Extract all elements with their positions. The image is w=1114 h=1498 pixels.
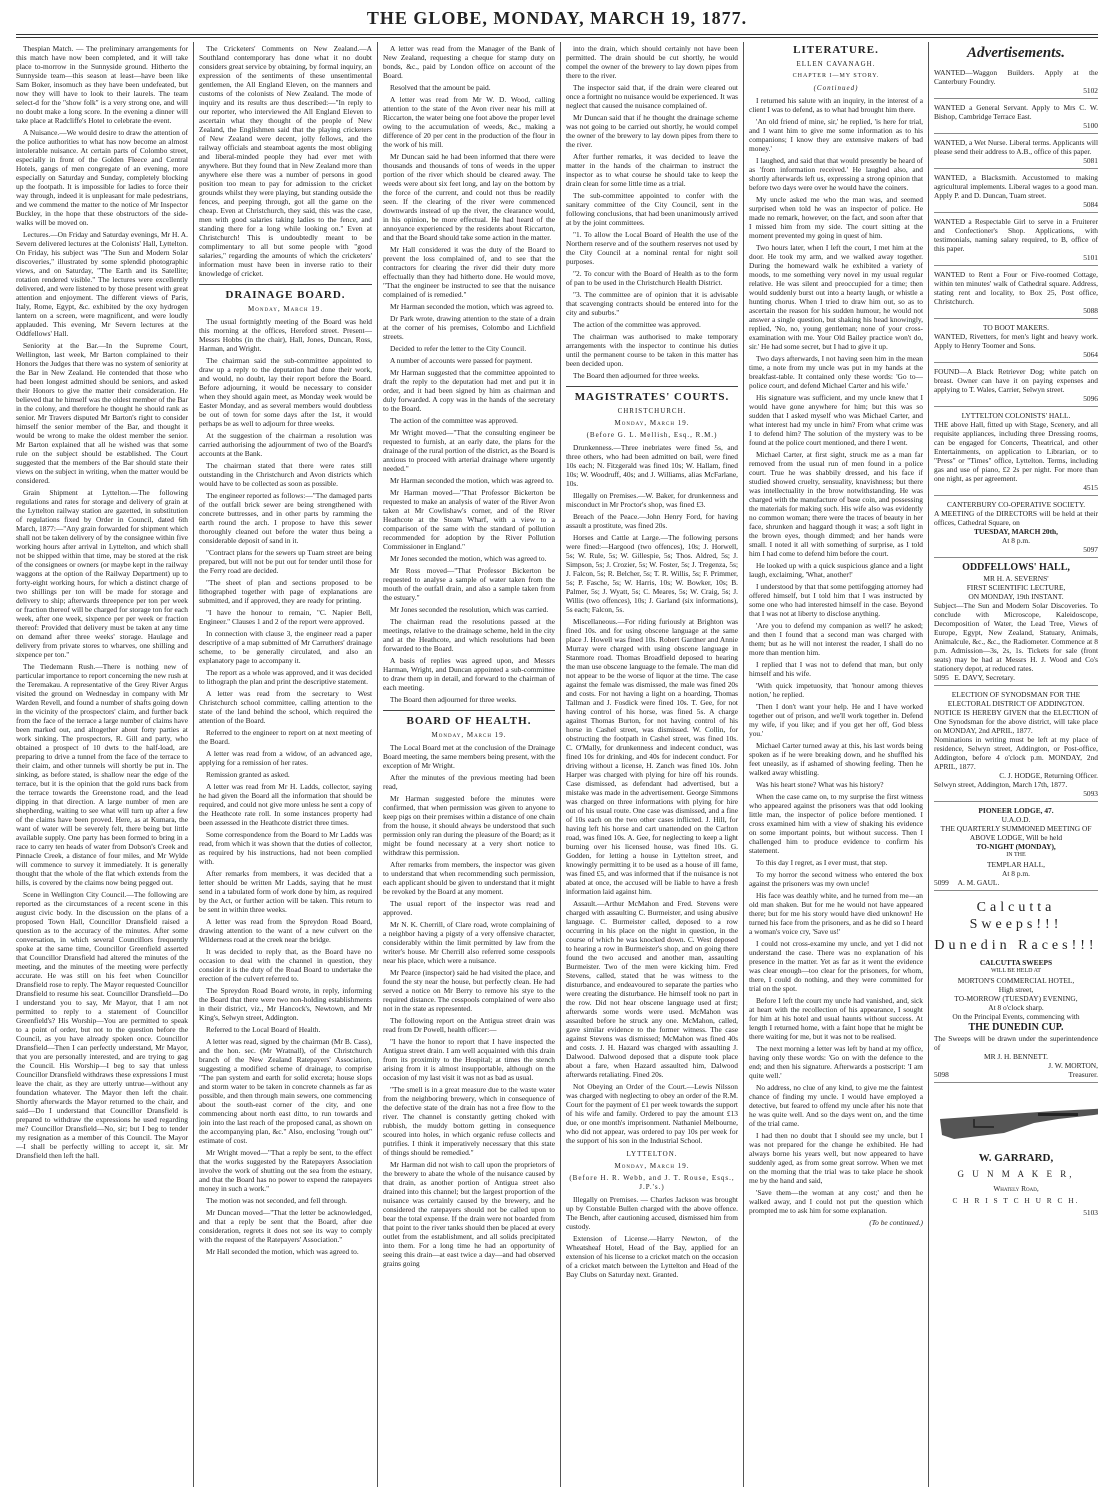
ad-text: The Sweeps will be drawn under the superintendence of bbox=[934, 1034, 1098, 1052]
paragraph: To this day I regret, as I ever must, that step. bbox=[756, 858, 888, 867]
paragraph: Referred to the engineer to report on at next meeting of the Board. bbox=[199, 728, 372, 746]
paragraph: I understood by that that some pettifogging attorney had offered himself, but I told him that I was instructed by some one who had interested himself in the case. Beyond that I was not at liberty to disclose anything. bbox=[749, 582, 923, 618]
paragraph: The Spreydon Road Board wrote, in reply, informing the Board that there were two non-holding establishments in their district, viz., Mr Hancock's, Newtown, and Mr King's, Selwyn street, Addington. bbox=[199, 986, 372, 1022]
paragraph: Some correspondence from the Board to Mr Ladds was read, from which it was shown that the duties of collector, as required by his instructions, had not been complied with. bbox=[199, 830, 372, 866]
paragraph: Mr Harman suggested before the minutes were confirmed, that when permission was given to anyone to keep pigs on their premises within a distance of one chain from the house, it should always be understood that such permission only ran during the pleasure of the Board; as it might be found necessary at a very short notice to withdraw this permission. bbox=[383, 794, 555, 857]
paragraph: I returned his salute with an inquiry, in the interest of a client I was to defend, as to what had brought him there. bbox=[749, 96, 923, 114]
paragraph: A letter was read from a widow, of an advanced age, applying for a remission of her rates. bbox=[199, 749, 372, 767]
paragraph: The chairman stated that there were rates still outstanding in the Christchurch and Avon districts which would have to be collected as soon as possible. bbox=[199, 461, 372, 488]
ad-line: THE DUNEDIN CUP. bbox=[968, 1022, 1064, 1033]
ad-line: MR H. A. SEVERNS' bbox=[983, 574, 1049, 583]
paragraph: My uncle asked me who the man was, and seemed surprised when told he was an inspector of police. He made no remark, however, on the fact, and soon after that I missed him from my side. The court sitting at the moment prevented my going in quest of him. bbox=[749, 195, 923, 240]
ad-calcutta-sweeps bbox=[934, 893, 1098, 1083]
ad-garrard-gunmaker bbox=[934, 1085, 1098, 1217]
paragraph: "The smell is in a great measure due to the waste water from the neighboring brewery, which in consequence of the defective state of the drain has not a free flow to the river. The channel is constantly getting choked with rubbish, the muddy bottom getting in consequence scoured into holes, in which organic refuse collects and putrifies. I think it imperatively necessary that this state of things should be remedied." bbox=[383, 1085, 555, 1157]
paragraph: "I have the honour to remain, "C. Napier Bell, Engineer." Clauses 1 and 2 of the report were approved. bbox=[199, 608, 372, 626]
paragraph: Resolved that the amount be paid. bbox=[390, 83, 491, 92]
paragraph: The Local Board met at the conclusion of the Drainage Board meeting, the same members being present, with the exception of Mr Wright. bbox=[383, 743, 555, 770]
court-bench: (Before G. L. Mellish, Esq., R.M.) bbox=[586, 431, 718, 439]
paragraph: Miscellaneous.—For riding furiously at Brighton was fined 10s. and for using obscene language at the same place J. Howell was fined 10s. Robert Gardner and Annie Murray were charged with using obscene language in Stanmore road. Thomas Broadfield deposed to hearing the man use obscene language to the female. The man did not appear to be the worse of liquor at the time. The case against the female was dismissed, the male was fined 20s and costs. For not having a light on a hoarding, Thomas Tallman and J. Fosdick were fined 10s. T. Gee, for not having control of his horse, was fined 5s. A charge against Thomas Burton, for not having control of his horse in Cashel street, was dismissed. W. Collin, for obstructing the footpath in Cashel street, was fined 10s. C. O'Mally, for drunkenness and indecent conduct, was fined 10s for drinking, and 40s for indecent conduct. For driving without a license, H. Zanch was fined 10s. John Harper was charged with plying for hire off his rounds. Case dismissed, as defendant had advertised, but a mistake was made in the advertisement. George Simmons was charged on three informations with plying for hire out of his usual route. One case was dismissed, and a fine of 10s each on the two other cases inflicted. J. Hill, for having left his horse and cart unattended on the Carlton road, was fined 10s. A. Gee, for neglecting to keep a light burning over his licensed house, was fined 10s. G. Godden, for letting a house in Lyttelton street, and knowingly permitting it to be used as a house of ill fame, was fined £5, and was informed that if the nuisance is not abated at once, the accused will be liable to have a fresh information laid against him. bbox=[566, 617, 738, 896]
section-heading-literature: LITERATURE. bbox=[793, 44, 879, 56]
ad-waggon-builders bbox=[934, 66, 1098, 99]
paragraph: Mr Duncan moved—"That the letter be acknowledged, and that a reply be sent that the Board, after due consideration, regrets it does not see its way to comply with the request of the Ratepayers' Association." bbox=[199, 1208, 372, 1244]
section-heading-magistrates: MAGISTRATES' COURTS. bbox=[566, 386, 738, 404]
ad-line: C H R I S T C H U R C H. bbox=[952, 1196, 1080, 1205]
ad-text: Nominations in writing must be left at my place of residence, Selwyn street, Addington, or Post-office, Addington, before 4 o'clock p.m. MONDAY, 2nd APRIL, 1877. bbox=[934, 735, 1098, 771]
ad-text: FOUND—A Black Retriever Dog; white patch on breast. Owner can have it on paying expenses and applying to T. Wales, Carrier, Selwyn street. bbox=[934, 367, 1098, 394]
ad-text: WANTED, a Blacksmith. Accustomed to making agricultural implements. Liberal wages to a good man. Apply P. and D. Duncan, Tuam street. bbox=[934, 173, 1098, 200]
ad-line: U.A.O.D. bbox=[1001, 815, 1031, 824]
column-6 bbox=[934, 44, 1098, 1484]
paragraph: His signature was sufficient, and my uncle knew that I would have gone anywhere for him; but this was so sudden that I asked myself who was Michael Carter, and what interest had my uncle in him? From what crime was I to defend him? The solution of the mystery was to be found at the police court mentioned, and there I went. bbox=[749, 393, 923, 447]
ad-line: TO-MORROW (TUESDAY) EVENING, bbox=[954, 994, 1078, 1003]
ad-footer bbox=[934, 1070, 1098, 1079]
ad-boot-makers bbox=[934, 321, 1098, 363]
masthead: THE GLOBE, MONDAY, MARCH 19, 1877. bbox=[366, 8, 748, 28]
ad-text: Subject—The Sun and Modern Solar Discoveries. To conclude with Microscope, Kaleidoscope, Decomposition of Water, the Lead Tree, Views of Europe, Egypt, New Zealand, Statuary, Animals, Animalcule, &c., &c., the Radiometer. Commence at 8 p.m. Admission—3s, 2s, 1s. Tickets for sale (front seats) may be had at Messrs H. J. Wood and Co's stationery depot, at reduced rates. bbox=[934, 601, 1098, 673]
ads-heading: Advertisements. bbox=[967, 45, 1065, 61]
ad-line: THE QUARTERLY SUMMONED MEETING OF ABOVE LODGE, Will be held bbox=[940, 824, 1092, 842]
ad-line: IN THE bbox=[1006, 852, 1026, 858]
ad-blacksmith bbox=[934, 171, 1098, 213]
paragraph: The usual report of the inspector was read and approved. bbox=[383, 899, 555, 917]
court-location: LYTTELTON. bbox=[626, 1150, 678, 1158]
section-date: Monday, March 19. bbox=[431, 731, 507, 739]
paragraph: The motion was not seconded, and fell through. bbox=[206, 1196, 348, 1205]
paragraph: 'An old friend of mine, sir,' he replied, 'is here for trial, and I want him to give me some information as to his companions; I know they are extensive makers of bad money.' bbox=[749, 117, 923, 153]
article-cricketers: The Cricketers' Comments on New Zealand.—A Southland contemporary has done what it no doubt considers great service by obtaining, by formal inquiry, an expression of the sentiments of these unsentimental gentlemen, the All England Eleven, on the manners and customs of the colonists of New Zealand. The mode of inquiry and its results are thus described:—"In reply to our reporter, who interviewed the All England Eleven to ascertain what they thought of the people of New Zealand, the Englishmen said that the playing cricketers of New Zealand were decent, jolly fellows, and the railway officials and steamboat agents the most obliging and liberal-minded people they had ever met with anywhere. But they found that in New Zealand more than anywhere else there was a number of persons in good position too mean to pay for admission to the cricket grounds whilst they were playing, but standing outside the fences, and peeping through, got all the game on the cheap. Even at Christchurch, they said, this was the case, men with good salaries taking ladies to the fence, and standing there for a long while looking on." Even at Christchurch! This is undoubtedly meant to be complimentary to all but some people with "good salaries," regarding the amounts of which the cricketers' information must have been in inverse ratio to their knowledge of cricket. bbox=[199, 44, 372, 278]
section-heading-drainage: DRAINAGE BOARD. bbox=[199, 284, 372, 302]
paragraph: Mr Hall considered it was the duty of the Board to prevent the loss complained of, and to see that the contractors for clearing the river did their duty more effectually than they had hitherto done. He would move, "That the engineer be instructed to see that the nuisance complained of is remedied." bbox=[383, 245, 555, 299]
ad-line: At 8 p.m. bbox=[1002, 869, 1030, 878]
ad-colonists-hall bbox=[934, 409, 1098, 496]
paragraph: Mr N. K. Cherrill, of Clare road, wrote complaining of a neighbor having a pigsty of a very offensive character, considerably within the limit permitted by law from the writer's house. Mr Cherrill also referred some cesspools near his place, which were a nuisance. bbox=[383, 920, 555, 965]
paragraph: Mr Duncan said he had been informed that there were thousands and thousands of tons of weeds in the upper portion of the river which should be cleared away. The weeds were about six feet long, and lay on the bottom by the force of the current, and could not thus be readily seen. If the clearing of the river were commenced downwards instead of up the river, the clearance would, in his opinion, be more effectual. He had heard of the annoyance experienced by the residents about Riccarton, and that the Board should take some action in the matter. bbox=[383, 152, 555, 242]
paragraph: Assault.—Arthur McMahon and Fred. Stevens were charged with assaulting C. Burmeister, and using abusive language. C. Burmeister called, deposed to a row occurring in his place on the night in question, in the course of which he was knocked down. C. West deposed to hearing a row in Burmeister's shop, and on going there found the two accused and another man, assaulting Burmeister. Two of the men were kicking him. Fred Stevens, called, stated that he was witness to the disturbance, and endeavoured to separate the parties who were creating the disturbance. He himself took no part in the row. Did not hear obscene language used at first; afterwards some words were used. McMahon was assaulted before he struck any one. McMahon, called, gave similar evidence to the former witness. The case against Stevens was dismissed; McMahon was fined 40s and costs. J. H. Hazard was charged with assaulting J. Dalwood. Dalwood deposed that a dispute took place about a fare, when Hazard assaulted him, Dalwood afterwards retaliating. Fined 20s. bbox=[566, 899, 738, 1079]
paragraph: The Board then adjourned for three weeks. bbox=[573, 371, 700, 380]
ad-text: Selwyn street, Addington, March 17th, 1877. bbox=[934, 780, 1068, 789]
ad-number: 5099 bbox=[934, 878, 949, 887]
ad-line: On the Principal Events, commencing with bbox=[952, 1012, 1080, 1021]
ad-number: 4515 bbox=[1083, 483, 1098, 492]
paragraph: The chairman said the sub-committee appointed to draw up a reply to the deputation had done their work, and would, no doubt, lay their report before the Board. Before adjourning, it would be necessary to consider when they should again meet, as Monday week would be Easter Monday, and as several members would doubtless be out of town for some days after the 1st, it would perhaps be as well to adjourn for three weeks. bbox=[199, 356, 372, 428]
paragraph: Mr Harman did not wish to call upon the proprietors of the brewery to abate the whole of the nuisance caused by that drain, as another portion of Antigua street also drained into this channel; but the largest proportion of the nuisance was certainly caused by the brewery, and he considered the ratepayers should not be called upon to bear the total expense. If the drain were not boarded from that point to the river tanks should then be placed at every outlet from the establishment, and all solids precipitated into them. For a long time he had an opportunity of seeing this drain—at east twice a day—and had observed grains going bbox=[383, 1160, 555, 1268]
ad-line: Whately Road, bbox=[993, 1184, 1039, 1193]
paragraph: Dr Park wrote, drawing attention to the state of a drain at the corner of his premises, Colombo and Lichfield streets. bbox=[383, 314, 555, 341]
paragraph: The usual fortnightly meeting of the Board was held this morning at the offices, Hereford street. Present—Messrs Hobbs (in the chair), Hall, Jones, Duncan, Ross, Harman, and Wright. bbox=[199, 317, 372, 353]
ad-footer bbox=[934, 878, 1098, 887]
paragraph: Michael Carter turned away at this, his last words being spoken as if he were breaking down, and he shuffled his feet uneasily, as if ashamed of showing feeling. Then he walked away whistling. bbox=[749, 741, 923, 777]
ad-number: 5095 bbox=[934, 673, 949, 682]
ad-oddfellows-lecture bbox=[934, 560, 1098, 686]
ad-number: 5098 bbox=[934, 1070, 949, 1079]
to-be-continued: (To be continued.) bbox=[869, 1218, 923, 1227]
article-grain-shipment: Grain Shipment at Lyttelton.—The following regulations and rates for storage and delivery of grain at the Lyttelton railway station are gazetted, in substitution of regulations fixed by Order in Council, dated 6th March, 1877:—"Any grain forwarded for shipment which shall not be taken delivery of by the consignee within five working hours after arrival in Lyttelton, and which shall not be shipped within that time, may be stored at the risk of the consignees or owners (or maybe kept in the railway waggons at the option of the Railway Department) up to forty-eight working hours, for which a distinct charge of two shillings per ton will be made for storage and delivery to ship; afterwards threepence per ton per week or fraction thereof will be charged for storage ton for each week, after one week, sixpence per per week or fraction thereof: Provided that delivery must be taken at any time on demand after three weeks' storage. Haulage and delivery from private stores to wharves, one shilling and sixpence per ton." bbox=[16, 488, 188, 659]
paragraph: Two days afterwards, I not having seen him in the mean time, a note from my uncle was put in my hands at the breakfast-table. It contained only these words: 'Go to—police court, and defend Michael Carter and his wife.' bbox=[749, 354, 923, 390]
ad-line: At 8 o'clock sharp. bbox=[988, 1003, 1044, 1012]
paragraph: "Contract plans for the sewers up Tuam street are being prepared, but will not be put out for tender until those for the Ferry road are decided. bbox=[199, 548, 372, 575]
ad-wet-nurse bbox=[934, 136, 1098, 169]
column-divider bbox=[743, 42, 744, 1487]
column-divider bbox=[193, 42, 194, 1487]
ad-text: WANTED, a Wet Nurse. Liberal terms. Applicants will please send their address to A.B., office of this paper. bbox=[934, 138, 1098, 156]
paragraph: A letter was read from the Manager of the Bank of New Zealand, requesting a cheque for stamp duty on bonds, &c., paid by London office on account of the Board. bbox=[383, 44, 555, 80]
paragraph: A letter was read from Mr W. D. Wood, calling attention to the state of the Avon river near his mill at Riccarton, the water being one foot above the proper level owing to the accumulation of weeds, &c., making a difference of 20 per cent in the production of the flour in the work of his mill. bbox=[383, 95, 555, 149]
ad-text: NOTICE IS HEREBY GIVEN that the ELECTION of One Synodsman for the above district, will take place on MONDAY, 2nd APRIL, 1877. bbox=[934, 708, 1098, 735]
paragraph: The chairman was authorised to make temporary arrangements with the inspector to continue his duties until the permanent course to be taken in this matter has been decided upon. bbox=[566, 332, 738, 368]
paragraph: A letter was read, signed by the chairman (Mr B. Cass), and the hon. sec. (Mr Wratnall), of the Christchurch branch of the New Zealand Ratepayers' Association, suggesting a modified scheme of drainage, to comprise "The pan system and earth for solid excreta; house slops and storm water to be taken in concrete channels as far as possible, and then through main sewers, one commencing about the south-east corner of the city, and one commencing about north east ditto, to run towards and join into the last reach of the proposed canal, as shown on the accompanying plan, &c." Also, enclosing "rough out" estimate of cost. bbox=[199, 1037, 372, 1145]
ad-line: High street, bbox=[998, 985, 1034, 994]
paragraph: A number of accounts were passed for payment. bbox=[390, 356, 533, 365]
column-divider bbox=[560, 42, 561, 1487]
section-heading-health: BOARD OF HEALTH. bbox=[383, 710, 555, 728]
ad-signature: E. DAVY, Secretary. bbox=[954, 673, 1015, 682]
paragraph: Drunkenness.—Three inebriates were fined 5s, and three others, who had been admitted on bail, were fined 10s each; N. Fitzgerald was fined 10s; W. Hallam, fined 10s; W. Woodruff, 40s; and J. Williams, alias McFarlane, 10s. bbox=[566, 443, 738, 488]
paragraph: I replied that I was not to defend that man, but only himself and his wife. bbox=[749, 660, 923, 678]
paragraph: The following report on the Antigua street drain was read from Dr Powell, health officer:— bbox=[383, 1016, 555, 1034]
paragraph: No address, no clue of any kind, to give me the faintest chance of finding my uncle. I would have employed a detective, but feared to offend my uncle after his note that he was quite well. And so the days went on, and the time of the trial came. bbox=[749, 1083, 923, 1128]
paragraph: Mr Duncan said that if he thought the drainage scheme was not going to be carried out shortly, he would compel the owner of the brewery to lay down pipes from there to the river. bbox=[566, 113, 738, 149]
ad-heading: W. GARRARD, bbox=[978, 1152, 1054, 1164]
ad-line: MORTON'S COMMERCIAL HOTEL, bbox=[957, 976, 1075, 985]
ad-number: 5097 bbox=[1083, 545, 1098, 554]
ad-text: WANTED to Rent a Four or Five-roomed Cottage, within ten minutes' walk of Cathedral square. Address, stating rent and locality, to Box 25, Post office, Christchurch. bbox=[934, 270, 1098, 306]
paragraph: Mr Pearce (inspector) said he had visited the place, and found the sty near the house, but perfectly clean. He had served a notice on Mr Berry to remove his stye to the required distance. The cesspools complained of were also not in the state as represented. bbox=[383, 968, 555, 1013]
paragraph: The sub-committee appointed to confer with the sanitary committee of the City Council, sent in the following conclusions, that had been unanimously arrived at by the joint committees. bbox=[566, 191, 738, 227]
story-chapter: CHAPTER I—MY STORY. bbox=[792, 73, 880, 79]
ad-text: A MEETING of the DIRECTORS will be held at their offices, Cathedral Square, on bbox=[934, 509, 1098, 527]
paragraph: Mr Wright moved—"That the consulting engineer be requested to furnish, at an early date, the plans for the drainage of the rural portion of the district, as the Board is anxious to proceed with arterial drainage where urgently needed." bbox=[383, 428, 555, 473]
paragraph: "2. To concur with the Board of Health as to the form of pan to be used in the Christchurch Health District. bbox=[566, 269, 738, 287]
paragraph: At the suggestion of the chairman a resolution was carried authorising the adjournment of two of the Board's accounts at the Bank. bbox=[199, 431, 372, 458]
column-2 bbox=[199, 44, 372, 1484]
paragraph: 'With quick impetuosity, that 'honour among thieves notion,' he replied. bbox=[749, 681, 923, 699]
paragraph: Mr Ross moved—"That Professor Bickerton be requested to analyse a sample of water taken from the mouth of the outfall drain, and also a sample taken from the estuary." bbox=[383, 566, 555, 602]
paragraph: "I have the honor to report that I have inspected the Antigua street drain. I am well acquainted with this drain from its proximity to the Hospital; at times the stench arising from it is almost insupportable, although on the occasion of my last visit it was not as bad as usual. bbox=[383, 1037, 555, 1082]
paragraph: The next morning a letter was left by hand at my office, having only these words: 'Go on with the defence to the end; and then his signature. Afterwards a postscript: 'I am quite well.' bbox=[749, 1044, 923, 1080]
paragraph: After the minutes of the previous meeting had been read, bbox=[383, 773, 555, 791]
paragraph: After remarks from members, the inspector was given to understand that when recommending such permission, each applicant should be given to understand that it might be revoked by the Board at any moment. bbox=[383, 860, 555, 896]
paragraph: The action of the committee was approved. bbox=[390, 416, 518, 425]
ad-heading: CANTERBURY CO-OPERATIVE SOCIETY. bbox=[946, 500, 1086, 509]
ad-heading: LYTTELTON COLONISTS' HALL. bbox=[961, 411, 1071, 420]
paragraph: To my horror the second witness who entered the box against the prisoners was my own uncle! bbox=[749, 870, 923, 888]
paragraph: Michael Carter, at first sight, struck me as a man far removed from the usual run of men found in a police court. True he was shabbily dressed, and his face if studied showed cruelty, sensuality, knavishness; but there was intellectuality in the brow notwithstanding. He was charged with the manufacture of base coin, and possessing the materials for making such. His wife also was evidently no common woman; there were the traces of beauty in her face, shrunken and haggard though it was; a soft light in the brown eyes, though dimmed; and her hands were small. I noted it all with something of surprise, as I told him I had come to defend him before the court. bbox=[749, 450, 923, 558]
paragraph: Was his heart stone? What was his history? bbox=[756, 780, 884, 789]
ad-line: ON MONDAY, 19th INSTANT. bbox=[968, 592, 1064, 601]
ad-heading: PIONEER LODGE, 47. bbox=[978, 806, 1054, 815]
court-bench: (Before H. R. Webb, and J. T. Rouse, Esqs., J.P.'s.) bbox=[569, 1174, 735, 1191]
ad-date: TUESDAY, MARCH 20th, bbox=[973, 527, 1059, 536]
paragraph: Mr Harman seconded the motion, which was agreed to. bbox=[390, 302, 554, 311]
ad-number: 5081 bbox=[1083, 156, 1098, 165]
ad-number: 5100 bbox=[1083, 121, 1098, 130]
paragraph: Remission granted as asked. bbox=[206, 770, 290, 779]
paragraph: After further remarks, it was decided to leave the matter in the hands of the chairman to instruct the inspector as to what course he should take to keep the drain clean for some little time as a trial. bbox=[566, 152, 738, 188]
paragraph: Decided to refer the letter to the City Council. bbox=[390, 344, 527, 353]
ad-text: THE above Hall, fitted up with Stage, Scenery, and all requisite appliances, including three Dressing rooms, can be engaged for Concerts, Theatrical, and other Entertainments, on application to Librarian, or to "Press" or "Times" office, Lyttelton. Terms, including gas and use of piano, £2 2s per night. For more than one night, as per agreement. bbox=[934, 420, 1098, 483]
ad-signature: C. J. HODGE, Returning Officer. bbox=[999, 771, 1098, 780]
paragraph: After remarks from members, it was decided that a letter should be written Mr Ladds, saying that he must send in a tabulated form of work done by him, as required by the Act, or further action will be taken. This return to be sent in within three weeks. bbox=[199, 869, 372, 914]
ad-line: G U N M A K E R, bbox=[957, 1169, 1075, 1179]
ad-heading: ODDFELLOWS' HALL, bbox=[962, 562, 1070, 573]
paragraph: The chairman read the resolutions passed at the meetings, relative to the drainage scheme, held in the city and at the Heathcote, and which resolutions had been forwarded to the Board. bbox=[383, 617, 555, 653]
paragraph: Illegally on Premises. — Charles Jackson was brought up by Constable Bullen charged with the above offence. The Bench, after cautioning accused, dismissed him from custody. bbox=[566, 1195, 738, 1231]
article-lectures: Lectures.—On Friday and Saturday evenings, Mr H. A. Severn delivered lectures at the Colonists' Hall, Lyttelton. On Friday, his subject was "The Sun and Modern Solar discoveries," illustrated by some splendid photographic views, and on Saturday, "The Earth and its Satellite; rotation rendered visible." The lectures were excellently delivered, and were listened to by those present with great attention and enjoyment. The different views of Paris, Italy, Rome, Egypt, &c. exhibited by the oxy hydrogen lantern on a screen, were magnificent, and were loudly applauded. This evening, Mr Severn lectures at the Oddfellows' Hall. bbox=[16, 230, 188, 338]
paragraph: A basis of replies was agreed upon, and Messrs Harman, Wright, and Duncan appointed a sub-committee to draw them up in detail, and forward to the chairman of each meeting. bbox=[383, 656, 555, 692]
ad-text: WANTED—Waggon Builders. Apply at the Canterbury Foundry. bbox=[934, 68, 1098, 86]
article-tiedemann-rush: The Tiedemann Rush.—There is nothing new of particular importance to report concerning the new rush at the Teremakau. A representative of the Grey River Argus visited the ground on Wednesday in company with Mr Warden Revell, and found a number of shafts going down in the vicinity of the prospectors' claim, and further back from the face of the terrace a large number of claims have been marked out, and altogether about forty parties at work sinking. The prospectors, R. Gill and party, who obtained a prospect of 10 dwts to the half-load, are preparing to drive a tunnel from the face of the terrace to their claim, and other tunnels will shortly be put in. The sinking, as before stated, is shallow near the edge of the terrace, but it is the opinion that the gold runs back from the terrace towards the Greenstone road, and the lead dipping in that direction. A large number of men are shepherding, waiting to see what will turn up after a few of the claims have been proved. Here, as at Kumara, the want of water will be severely felt, there being but little available supply. One party has been formed to bring in a race to carry ten heads of water from Dobson's Creek and Pinnacle Creek, a distance of four miles, and Mr Wylde will commence to survey it immediately. It is generally thought that the whole of the flat which extends from the hills, is covered by the claims now being pegged out. bbox=[16, 662, 188, 887]
ad-number: 5101 bbox=[1083, 253, 1098, 262]
story-continued: (Continued) bbox=[813, 84, 859, 92]
article-thespian-match: Thespian Match. — The preliminary arrangements for this match have now been completed, and it will take place to-morrow in the Sunnyside ground. Hitherto the Sunnyside team—this season at least—have been like Sam Boker, insomuch as they have been undefeated, but now they will have to look to their laurels. The team select-d for the "show folk" is a very strong one, and will no doubt make a long score. In the evening a dinner will take place at Radcliffe's Hotel to celebrate the event. bbox=[16, 44, 188, 125]
paragraph: Mr Jones seconded the motion, which was agreed to. bbox=[390, 554, 547, 563]
article-nuisance: A Nuisance.—We would desire to draw the attention of the police authorities to what has now become an almost intolerable nuisance. At certain parts of Colombo street, especially in front of the Golden Fleece and Central Hotels, gangs of men congregate of an evening, more especially on Saturday and Sunday, completely blocking up the footpath. It is impossible for ladies to force their way through, indeed it is unpleasant for male pedestrians, and we commend the matter to the notice of Mr Inspector Buckley, in the hope that these obstructors of the side-walks will be moved on. bbox=[16, 128, 188, 227]
paragraph: A letter was read from the Spreydon Road Board, drawing attention to the want of a new culvert on the Wilderness road at the creek near the bridge. bbox=[199, 917, 372, 944]
ad-text: WANTED a Respectable Girl to serve in a Fruiterer and Confectioner's Shop. Applications, with testimonials, naming salary required, to B, office of this paper. bbox=[934, 217, 1098, 253]
paragraph: It was decided to reply that, as the Board have no occasion to deal with the channel in question, they consider it is the duty of the Road Board to undertake the erection of the culvert referred to. bbox=[199, 947, 372, 983]
paragraph: Not Obeying an Order of the Court.—Lewis Nilsson was charged with neglecting to obey an order of the R.M. Court for the payment of £1 per week towards the support of his wife and family. Ordered to pay the amount £13 due, or one month's imprisonment. Nathaniel Melbourne, who did not appear, was ordered to pay 10s per week for the support of his son in the Industrial School. bbox=[566, 1082, 738, 1145]
paragraph: "3. The committee are of opinion that it is advisable that scavenging contracts should be entered into for the city and suburbs." bbox=[566, 290, 738, 317]
ad-footer bbox=[934, 673, 1098, 682]
paragraph: Referred to the Local Board of Health. bbox=[206, 1025, 321, 1034]
paragraph: Mr Wright moved—"That a reply be sent, to the effect that the works suggested by the Ratepayers Association involve the work of shutting out the sea from the estuary, and that the Board has no power to expend the ratepayers money in such a work." bbox=[199, 1148, 372, 1193]
paragraph: Mr Harman suggested that the committee appointed to draft the reply to the deputation had met and put it in order, and it had been signed by him as chairman and duly forwarded. A copy was in the hands of the secretary to the Board. bbox=[383, 368, 555, 413]
ad-number: 5088 bbox=[1083, 306, 1098, 315]
column-divider bbox=[928, 42, 929, 1487]
paragraph: The action of the committee was approved. bbox=[573, 320, 701, 329]
paragraph: Horses and Cattle at Large.—The following persons were fined:—Hargood (two offences), 10s; J. Horwell, 5s; W. Rule, 5s; W. Gillespie, 5s; Thos. Aldred, 5s; J. Simpson, 5s; J. Crozier, 5s; W. Foster, 5s; J. Tregenza, 5s; J. Falcon, 5s; R. Belcher, 5s; T. R. Willis, 5s; F. Primmer, 5s; P. Fasche, 5s; W. Harris, 10s; W. Bowker, 10s; B. Palmer, 5s; J. Wyatt, 5s; C. Meares, 5s; W. Craig, 5s; J. Willis (two offences), 10s; J. Garland (six informations), 5s each; Falcon, 5s. bbox=[566, 533, 738, 614]
ad-number: 5103 bbox=[1083, 1208, 1098, 1217]
story-title: ELLEN CAVANAGH. bbox=[796, 60, 876, 68]
ad-banner: Calcutta Sweeps!!! bbox=[969, 900, 1063, 932]
paragraph: Mr Hall seconded the motion, which was agreed to. bbox=[206, 1247, 359, 1256]
top-rule-2 bbox=[16, 37, 1098, 38]
paragraph: A letter was read from the secretary to West Christchurch school committee, calling attention to the state of the land behind the school, which required the attention of the Board. bbox=[199, 689, 372, 725]
ad-pioneer-lodge bbox=[934, 804, 1098, 891]
ad-number: 5064 bbox=[1083, 350, 1098, 359]
ad-respectable-girl bbox=[934, 215, 1098, 266]
paragraph: Extension of License.—Harry Newton, of the Wheatsheaf Hotel, Head of the Bay, applied for an extension of his license to a cricket match on the occasion of a cricket match between the Lyttelton and Head of the Bay Clubs on Saturday next. Granted. bbox=[566, 1234, 738, 1279]
paragraph: Illegally on Premises.—W. Baker, for drunkenness and misconduct in Mr Proctor's shop, was fined £3. bbox=[566, 491, 738, 509]
ad-text: WANTED, Rivetters, for men's light and heavy work. Apply to Henry Toomer and Sons. bbox=[934, 332, 1098, 350]
paragraph: I could not cross-examine my uncle, and yet I did not understand the case. There was no explanation of his presence in the matter. Yet as far as it went the evidence was clear enough—too clear for the prisoners, for whom, there, I could do nothing, and they were committed for trial on the spot. bbox=[749, 939, 923, 993]
paragraph: The inspector said that, if the drain were cleared out once a fortnight no nuisance would be experienced. It was neglect that caused the nuisance complained of. bbox=[566, 83, 738, 110]
ad-signature: Treasurer. bbox=[1068, 1070, 1098, 1079]
paragraph: I laughed, and said that that would presently be heard of as 'from information received.' He laughed also, and shortly afterwards left us, expressing a strong opinion that before two days were over he would have the coiners. bbox=[749, 156, 923, 192]
column-divider bbox=[377, 42, 378, 1487]
paragraph: into the drain, which should certainly not have been permitted. The drain should be cut shortly, he would compel the owner of the brewery to lay down pipes from there to the river. bbox=[566, 44, 738, 80]
column-3 bbox=[383, 44, 555, 1484]
paragraph: Two hours later, when I left the court, I met him at the door. He took my arm, and we walked away together. During the homeward walk he exhibited a variety of moods, to me something very novel in my usual regular relative. He was silent and preoccupied for a time; then would suddenly burst out into a hearty laugh, or whistle a hunting chorus. When I tried to draw him out, so as to ascertain the reason for his sudden humour, he would not answer a single question, but shaking his head knowingly, replied, 'No, no, young gentleman; none of your cross-examination with me. Your Old Bailey practice won't do, sir.' He had some secret, but I had to give it up. bbox=[749, 243, 923, 351]
ad-signature: J. W. MORTON, bbox=[1048, 1061, 1098, 1070]
article-wellington-council: Scene in Wellington City Council.—The following are reported as the circumstances of a recent scene in this august civic body. In the discussion on the plans of a proposed Town Hall, Councillor Dransfield raised a question as to the accuracy of the minutes. After some conversation, in which several Councillors frequently spoke at the same time, Councillor Greenfield asserted that Councillor Dransfield had altered the minutes of the meeting, and the minutes of the meeting were perfectly accurate. He was still on his feet when Councillor Dransfield rose to reply. The Mayor requested Councillor Dransfield to resume his seat. Councillor Dransfield—Do I understand you to say, Mr Mayor, that I am not permitted to reply to a statement of Councillor Greenfield's? His Worship—You are permitted to speak to a point of order, but not to the question before the Council, as you have already spoken once. Councillor Dransfield—Then I can perfectly understand, Mr Mayor, that you are personally interested, and are trying to gag the Council. His Worship—I beg to say that unless Councillor Dransfield withdraws these expressions I must leave the chair, as they are utterly untrue—without any foundation whatever. The Mayor then left the chair. Shortly afterwards the Mayor returned to the chair, and said—Do I understand that Councillor Dransfield is prepared to withdraw the expressions he used regarding me? Councillor Dransfield—No, sir; but I beg to tender my resignation as a member of this Council. The Mayor—I shall be perfectly willing to accept it, sir. Mr Dransfield then left the hall. bbox=[16, 890, 188, 1160]
section-date: Monday, March 19. bbox=[248, 305, 323, 313]
ad-banner: Dunedin Races!!! bbox=[934, 938, 1098, 953]
paragraph: Before I left the court my uncle had vanished, and, sick at heart with the recollection of his appearance, I sought for him at his hotel and usual haunts without success. At length I returned home, with a faint hope that he might be there waiting for me, but it was not to be realised. bbox=[749, 996, 923, 1041]
paragraph: 'Are you to defend my companion as well?' he asked; and then I found that a second man was charged with them; but as he will not interest the reader, I shall do no more than mention him. bbox=[749, 621, 923, 657]
ad-line: MR J. H. BENNETT. bbox=[984, 1052, 1048, 1061]
ad-line: CALCUTTA SWEEPS bbox=[979, 958, 1053, 967]
paragraph: The report as a whole was approved, and it was decided to lithograph the plan and print the descriptive statement. bbox=[199, 668, 372, 686]
ad-co-operative bbox=[934, 498, 1098, 558]
column-1 bbox=[16, 44, 188, 1484]
paragraph: The Board then adjourned for three weeks. bbox=[390, 695, 517, 704]
ad-number: 5102 bbox=[1083, 86, 1098, 95]
ad-heading: ELECTION OF SYNODSMAN FOR THE ELECTORAL DISTRICT OF ADDINGTON. bbox=[947, 690, 1085, 708]
paragraph: "The sheet of plan and sections proposed to be lithographed together with page of explanations are submitted, and if approved, they are ready for printing. bbox=[199, 578, 372, 605]
ad-number: 5093 bbox=[1083, 789, 1098, 798]
ad-heading: TO BOOT MAKERS. bbox=[982, 323, 1050, 332]
ad-synodsman-election bbox=[934, 688, 1098, 802]
ad-time: At 8 p.m. bbox=[1002, 536, 1030, 545]
paragraph: 'Save them—the woman at any cost;' and then he walked away, and I could not put the question which prompted me to ask him for some explanation. bbox=[749, 1188, 923, 1215]
ad-signature: A. M. GAUL. bbox=[957, 878, 1000, 887]
paragraph: Mr Harman moved—"That Professor Bickerton be requested to make an analysis of water of the River Avon taken at Mr Cowlishaw's corner, and of the River Heathcote at the Steam Wharf, with a view to a comparison of the same with the standard of pollution recommended for adoption by the River Pollution Commissioner in England." bbox=[383, 488, 555, 551]
paragraph: Mr Jones seconded the resolution, which was carried. bbox=[390, 605, 549, 614]
ad-line: TO-NIGHT (MONDAY), bbox=[976, 842, 1056, 851]
ad-line: WILL BE HELD AT bbox=[991, 968, 1041, 974]
section-date: Monday, March 19. bbox=[614, 419, 690, 427]
top-rule bbox=[16, 34, 1098, 35]
rifle-illustration-icon bbox=[934, 1089, 1098, 1145]
ad-line: TEMPLAR HALL, bbox=[987, 860, 1045, 869]
paragraph: A letter was read from Mr H. Ladds, collector, saying he had given the Board all the information that should be required, and could not give more unless he sent a copy of the Heathcote rate roll. In some instances property had been assessed in the Heathcote district three times. bbox=[199, 782, 372, 827]
ad-found-dog bbox=[934, 365, 1098, 407]
column-5 bbox=[749, 44, 923, 1484]
ad-general-servant bbox=[934, 101, 1098, 134]
paragraph: His face was deathly white, and he turned from me—an old man shaken. But for me he would not have appeared there; but for me his story would have died unknown! He turned his face from the prisoners, and as he did so I heard a woman's voice cry, 'Save us!' bbox=[749, 891, 923, 936]
ad-text: WANTED a General Servant. Apply to Mrs C. W. Bishop, Cambridge Terrace East. bbox=[934, 103, 1098, 121]
paragraph: 'Then I don't want your help. He and I have worked together out of prison, and we'll work together in. Defend my wife, if you like; and if you get her off, God bless you.' bbox=[749, 702, 923, 738]
ad-line: FIRST SCIENTIFIC LECTURE, bbox=[966, 583, 1066, 592]
section-date: Monday, March 19. bbox=[614, 1162, 690, 1170]
paragraph: When the case came on, to my surprise the first witness who appeared against the prisoners was that odd looking little man, the inspector of police before mentioned. I cross examined him with a view of shaking his evidence on some important points, but without success. Then I challenged him to produce evidence to confirm his statement. bbox=[749, 792, 923, 855]
paragraph: Mr Harman seconded the motion, which was agreed to. bbox=[390, 476, 554, 485]
paragraph: In connection with clause 3, the engineer read a paper descriptive of a map submitted of Mr Carruthers' drainage scheme, to be generally circulated, and also an explanatory page to accompany it. bbox=[199, 629, 372, 665]
paragraph: I had then no doubt that I should see my uncle, but I was not prepared for the change he exhibited. He had always borne his years well, but now appeared to have suddenly aged, as from some great sorrow. When we met on the morning that the trial was to take place he shook me by the hand and said, bbox=[749, 1131, 923, 1185]
article-seniority: Seniority at the Bar.—In the Supreme Court, Wellington, last week, Mr Barton complained to their Honors the Judges that there was no system of seniority at the Bar in New Zealand. He contended that those who had been longest admitted should be seniors, and asked their Honors to give the matter their consideration. He believed that he himself was the oldest member of the Bar in the colony, and therefore he thought he should rank as senior. Mr Travers disputed Mr Barton's right to consider himself the senior member of the Bar, and thought it would be wrong to make the oldest member the senior. Mr Barton explained that all he wished was that some rule on the subject should be established. The Court suggested that the members of the Bar should state their views on the subject in writing, when the matter would be considered. bbox=[16, 341, 188, 485]
paragraph: The engineer reported as follows:—"The damaged parts of the outfall brick sewer are being strengthened with concrete buttresses, and in other parts by ramming the earth round the arch. I propose to have this sewer thoroughly cleaned out before the water thus being a considerable deposit of sand in it. bbox=[199, 491, 372, 545]
paragraph: Breach of the Peace.—John Henry Ford, for having assault a prostitute, was fined 20s. bbox=[566, 512, 738, 530]
court-location: CHRISTCHURCH. bbox=[617, 407, 687, 415]
paragraph: "1. To allow the Local Board of Health the use of the Northern reserve and of the southern reserves not used by the City Council at a nominal rental for night soil purposes. bbox=[566, 230, 738, 266]
paragraph: He looked up with a quick suspicious glance and a light laugh, exclaiming, 'What, another!' bbox=[749, 561, 923, 579]
ad-number: 5096 bbox=[1083, 394, 1098, 403]
ad-cottage-rent bbox=[934, 268, 1098, 319]
column-4 bbox=[566, 44, 738, 1484]
ad-number: 5084 bbox=[1083, 200, 1098, 209]
